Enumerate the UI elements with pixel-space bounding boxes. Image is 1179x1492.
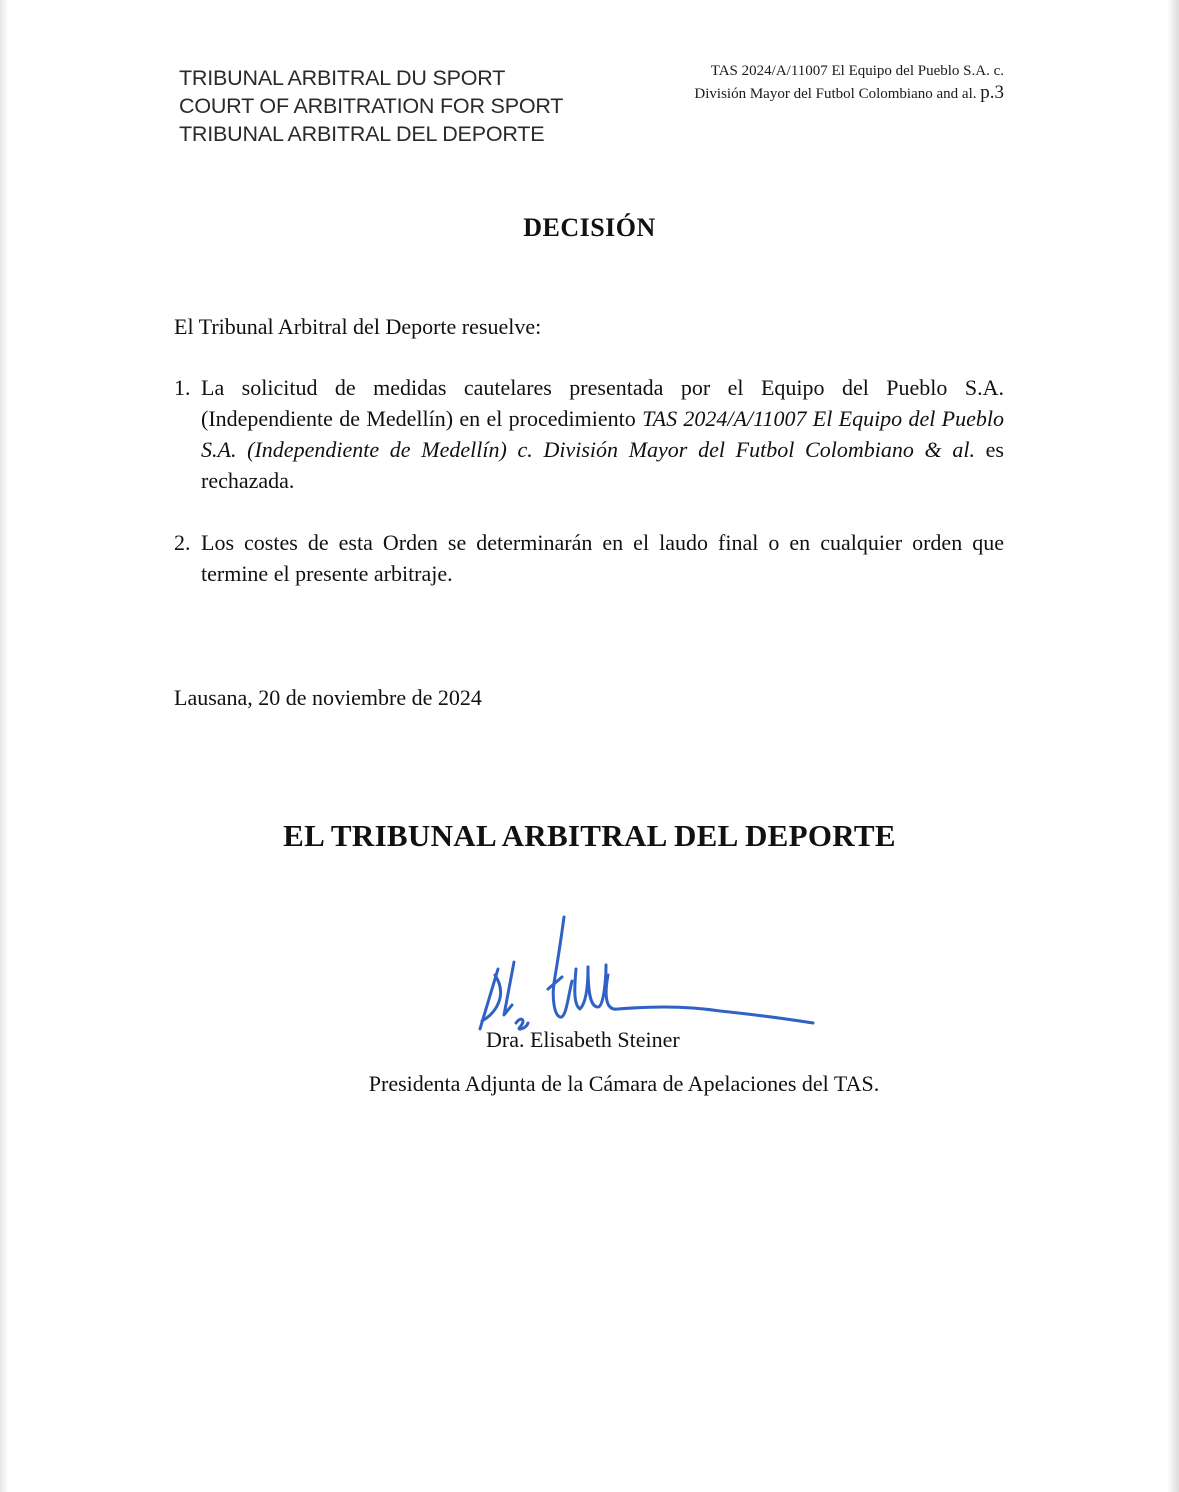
signer-name: Dra. Elisabeth Steiner <box>486 1027 680 1052</box>
decision-item-1 <box>174 372 1004 496</box>
letterhead-line-fr: TRIBUNAL ARBITRAL DU SPORT <box>179 66 506 90</box>
case-citation: TAS 2024/A/11007 El Equipo del Pueblo S.A. (Independiente de Medellín) c. División Mayor del Futbol Colombiano & al. <box>201 406 1004 462</box>
letterhead-line-en: COURT OF ARBITRATION FOR SPORT <box>179 94 564 118</box>
case-reference-parties: División Mayor del Futbol Colombiano and al. <box>694 86 977 102</box>
signer-title: Presidenta Adjunta de la Cámara de Apelaciones del TAS. <box>368 1071 880 1096</box>
case-reference <box>694 61 1004 105</box>
letterhead <box>179 64 563 148</box>
case-reference-line-2 <box>694 82 1004 105</box>
item-number: 2. <box>174 530 191 555</box>
letterhead-line-es: TRIBUNAL ARBITRAL DEL DEPORTE <box>179 122 545 146</box>
item-number: 1. <box>174 375 191 400</box>
decision-heading: DECISIÓN <box>523 213 656 242</box>
item-text <box>201 372 1004 496</box>
institution-signature-heading: EL TRIBUNAL ARBITRAL DEL DEPORTE <box>283 818 896 853</box>
decision-item-2 <box>174 527 1004 589</box>
case-reference-line-1: TAS 2024/A/11007 El Equipo del Pueblo S.A. c. <box>710 63 1004 79</box>
item-text-plain: La solicitud de medidas cautelares presentada por el Equipo del Pueblo S.A. (Independiente de Medellín) en el procedimiento <box>201 375 1004 431</box>
item-text: Los costes de esta Orden se determinarán en el laudo final o en cualquier orden que termine el presente arbitraje. <box>201 530 1004 586</box>
page-number: p.3 <box>980 82 1004 103</box>
place-and-date: Lausana, 20 de noviembre de 2024 <box>174 685 482 710</box>
handwritten-signature <box>468 905 828 1045</box>
item-text-ending: es rechazada. <box>201 437 1004 493</box>
intro-paragraph: El Tribunal Arbitral del Deporte resuelve: <box>174 314 542 339</box>
